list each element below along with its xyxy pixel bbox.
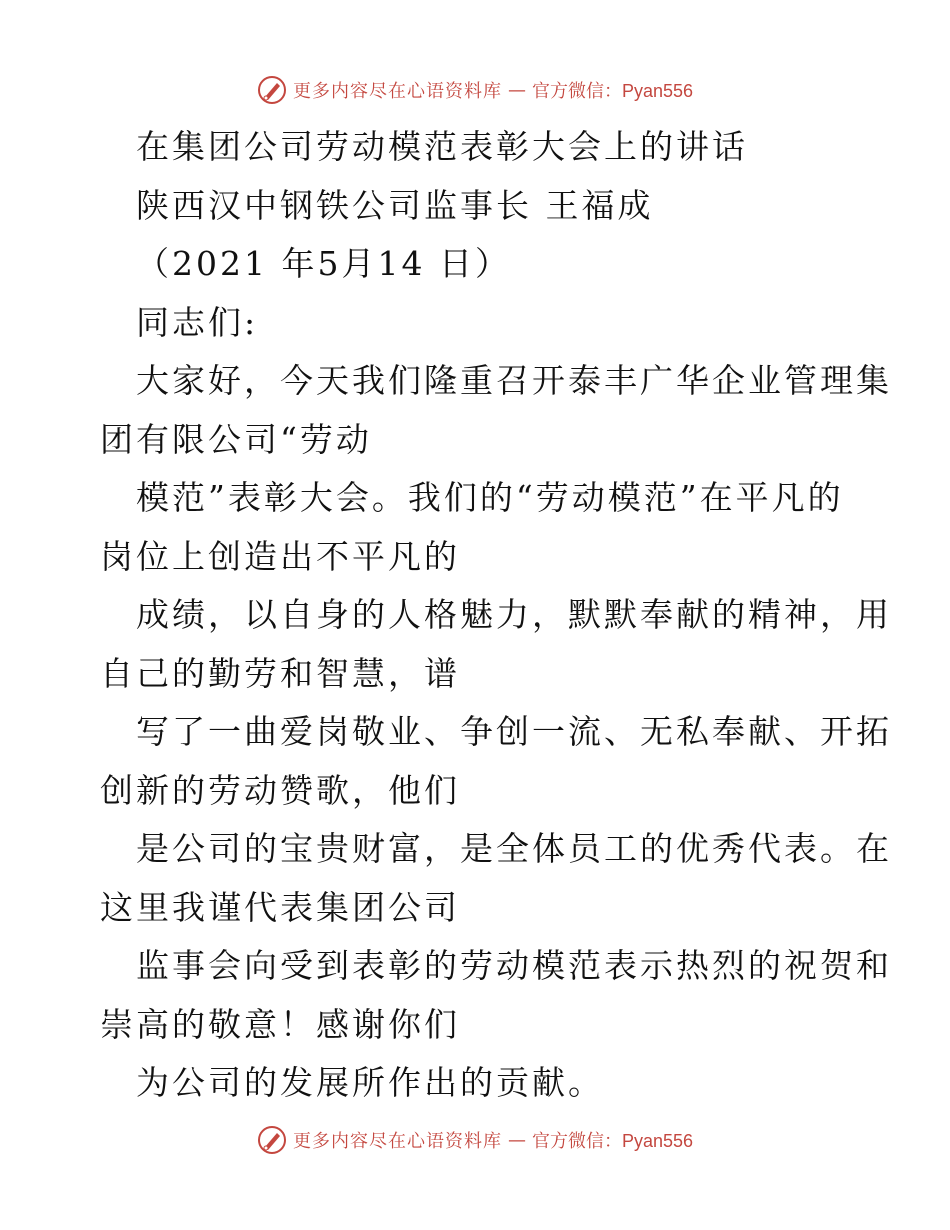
watermark-site-text: 更多内容尽在心语资料库 — [292, 81, 502, 102]
watermark-separator: — — [507, 1129, 526, 1151]
document-date: （2021 年5月14 日） — [136, 244, 511, 283]
watermark-site-text: 更多内容尽在心语资料库 — [292, 1131, 502, 1152]
document-author: 陕西汉中钢铁公司监事长 王福成 — [136, 185, 654, 225]
document-line: 大家好，今天我们隆重召开泰丰广华企业管理集 — [136, 361, 892, 400]
pen-logo-icon — [257, 75, 287, 105]
document-line: 模范”表彰大会。我们的“劳动模范”在平凡的 — [136, 478, 844, 517]
document-line: 这里我谨代表集团公司 — [100, 887, 460, 927]
document-title: 在集团公司劳动模范表彰大会上的讲话 — [136, 127, 748, 166]
watermark-contact-text: 官方微信：Pyan556 — [531, 81, 694, 101]
document-line: 团有限公司“劳动 — [100, 419, 372, 459]
document-salutation: 同志们: — [136, 302, 259, 342]
document-line: 创新的劳动赞歌，他们 — [100, 770, 460, 810]
watermark-footer — [0, 1120, 950, 1160]
watermark-header — [0, 70, 950, 110]
watermark-contact-text: 官方微信：Pyan556 — [531, 1131, 694, 1151]
document-line: 自己的勤劳和智慧，谱 — [100, 653, 460, 693]
document-line: 为公司的发展所作出的贡献。 — [136, 1063, 604, 1102]
document-line: 监事会向受到表彰的劳动模范表示热烈的祝贺和 — [136, 946, 892, 985]
watermark-inner — [257, 75, 693, 105]
watermark-separator: — — [507, 79, 526, 101]
document-line: 写了一曲爱岗敬业、争创一流、无私奉献、开拓 — [136, 712, 892, 751]
document-line: 是公司的宝贵财富，是全体员工的优秀代表。在 — [136, 829, 892, 868]
document-line: 岗位上创造出不平凡的 — [100, 536, 460, 576]
document-body — [100, 118, 892, 1113]
watermark-inner — [257, 1125, 693, 1155]
pen-logo-icon — [257, 1125, 287, 1155]
document-line: 崇高的敬意！感谢你们 — [100, 1004, 460, 1044]
document-line: 成绩，以自身的人格魅力，默默奉献的精神，用 — [136, 595, 892, 634]
